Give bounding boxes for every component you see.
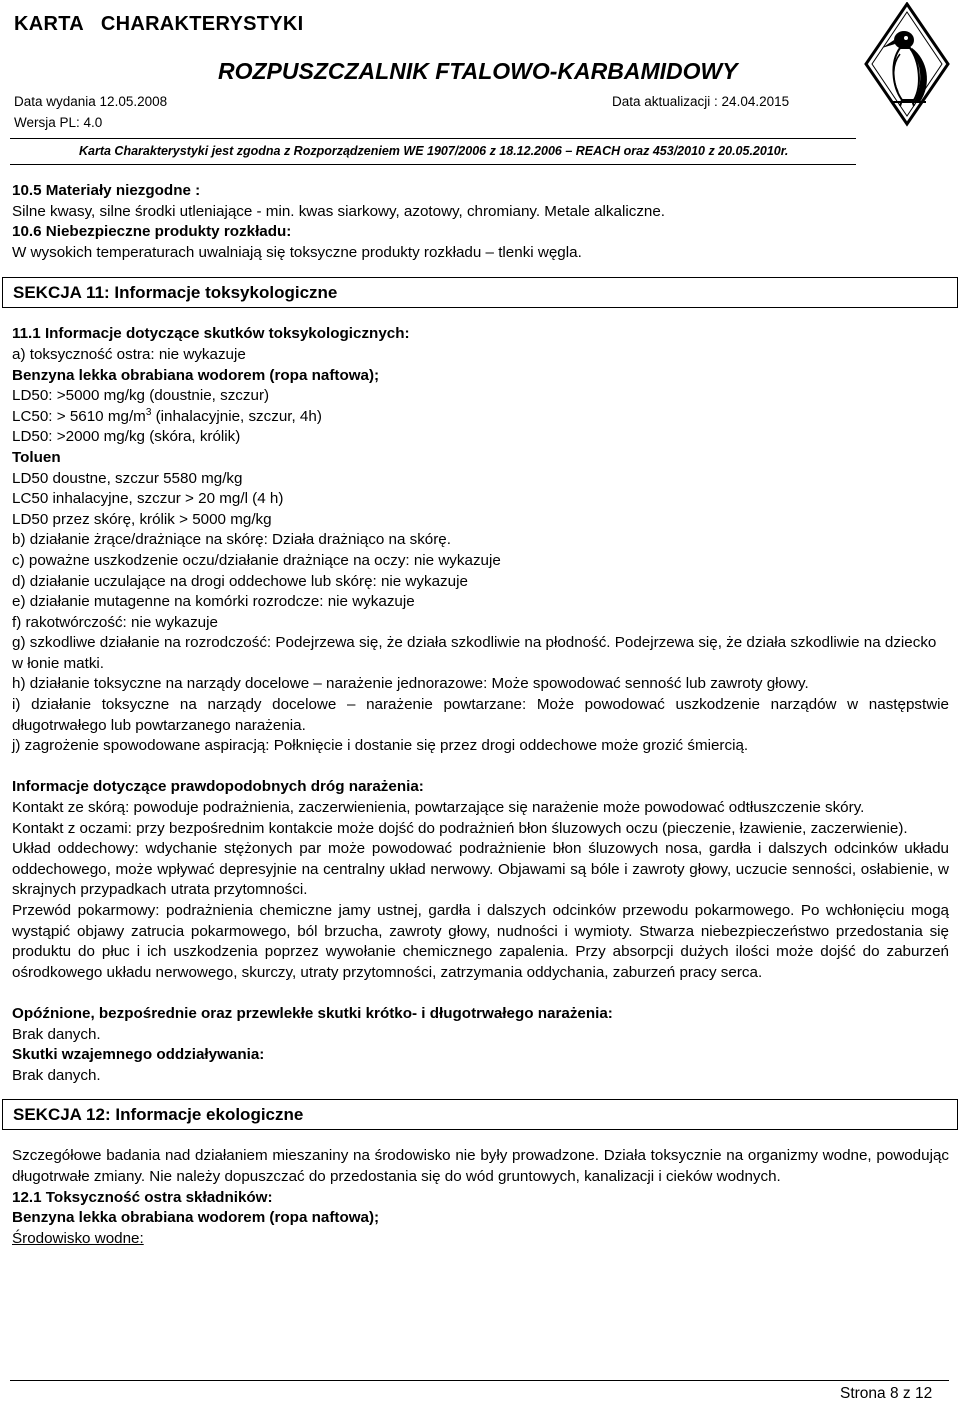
substance-benzyna: Benzyna lekka obrabiana wodorem (ropa naftowa); (12, 366, 380, 384)
item-j: j) zagrożenie spowodowane aspiracją: Połknięcie i dostanie się przez drogi oddechowe może grozić śmiercią. (12, 737, 749, 755)
section-12-title: SEKCJA 12: Informacje ekologiczne (2, 1099, 958, 1130)
item-i: i) działanie toksyczne na narządy docelowe – narażenie powtarzane: Może powodować uszkodzenie narządów w następstwie długotrwałego lub powtarzanego narażenia. (12, 696, 949, 734)
route-skin: Kontakt ze skórą: powoduje podrażnienia, zaczerwienienia, powtarzające się narażenie może powodować odtłuszczenie skóry. (12, 799, 865, 817)
route-respiratory: Układ oddechowy: wdychanie stężonych par może powodować podrażnienie błon śluzowych nosa, gardła i dalszych odcinków układu oddechowego, może wpływać depresyjnie na centralny układ nerwowy. Objawami są bóle i zawroty głowy, uczucie senności, osłabienie, w skrajnych przypadkach utrata przytomności. (12, 840, 949, 899)
benzyna-lc50 (12, 407, 949, 428)
text-10-6: W wysokich temperaturach uwalniają się toksyczne produkty rozkładu – tlenki węgla. (12, 243, 582, 261)
header-rule-top (10, 138, 856, 139)
route-eyes: Kontakt z oczami: przy bezpośrednim kontakcie może dojść do podrażnień błon śluzowych oczu (pieczenie, łzawienie, zaczerwienie). (12, 819, 908, 837)
substance-toluen: Toluen (12, 448, 61, 466)
heading-11-1: 11.1 Informacje dotyczące skutków toksykologicznych: (12, 325, 410, 343)
product-name: ROZPUSZCZALNIK FTALOWO-KARBAMIDOWY (218, 58, 738, 84)
item-a: a) toksyczność ostra: nie wykazuje (12, 345, 246, 363)
lc50-superscript: 3 (145, 406, 152, 418)
eco-intro: Szczegółowe badania nad działaniem mieszaniny na środowisko nie były prowadzone. Działa toksycznie na organizmy wodne, powodując długotrwałe zmiany. Nie należy dopuszczać do przedostania się do wód gruntowych, kanalizacji i cieków wodnych. (12, 1147, 949, 1185)
toluen-lc50: LC50 inhalacyjne, szczur > 20 mg/l (4 h) (12, 490, 284, 508)
item-c: c) poważne uszkodzenie oczu/działanie drażniące na oczy: nie wykazuje (12, 551, 501, 569)
heading-12-1: 12.1 Toksyczność ostra składników: (12, 1188, 273, 1206)
update-date: Data aktualizacji : 24.04.2015 (612, 94, 790, 109)
item-b: b) działanie żrące/drażniące na skórę: Działa drażniąco na skórę. (12, 531, 451, 549)
regulation-note: Karta Charakterystyki jest zgodna z Rozporządzeniem WE 1907/2006 z 18.12.2006 – REACH oraz 453/2010 z 20.05.2010r. (79, 144, 789, 158)
page-number: Strona 8 z 12 (840, 1385, 933, 1402)
toluen-ld50-skin: LD50 przez skórę, królik > 5000 mg/kg (12, 510, 272, 528)
delayed-effects-text: Brak danych. (12, 1025, 101, 1043)
heading-10-6: 10.6 Niebezpieczne produkty rozkładu: (12, 223, 292, 241)
benzyna-ld50-skin: LD50: >2000 mg/kg (skóra, królik) (12, 428, 241, 446)
issue-date: Data wydania 12.05.2008 (14, 94, 168, 109)
eco-substance-benzyna: Benzyna lekka obrabiana wodorem (ropa naftowa); (12, 1209, 380, 1227)
item-f: f) rakotwórczość: nie wykazuje (12, 613, 218, 631)
lc50-text-rest: (inhalacyjnie, szczur, 4h) (151, 407, 322, 425)
routes-heading: Informacje dotyczące prawdopodobnych dróg narażenia: (12, 778, 424, 796)
toluen-ld50-oral: LD50 doustne, szczur 5580 mg/kg (12, 469, 243, 487)
item-g: g) szkodliwe działanie na rozrodczość: Podejrzewa się, że działa szkodliwie na płodność. Podejrzewa się, że działa szkodliwie na dziecko w łonie matki. (12, 634, 937, 672)
penguin-bird-logo-icon (862, 2, 952, 154)
delayed-effects-heading: Opóźnione, bezpośrednie oraz przewlekłe skutki krótko- i długotrwałego narażenia: (12, 1004, 613, 1022)
header-rule-bottom (10, 164, 856, 165)
document-body (12, 181, 949, 1249)
document-title: KARTA CHARAKTERYSTYKI (14, 13, 304, 35)
version: Wersja PL: 4.0 (14, 115, 103, 130)
interaction-text: Brak danych. (12, 1066, 101, 1084)
text-10-5: Silne kwasy, silne środki utleniające - min. kwas siarkowy, azotowy, chromiany. Metale alkaliczne. (12, 202, 666, 220)
interaction-heading: Skutki wzajemnego oddziaływania: (12, 1046, 265, 1064)
heading-10-5: 10.5 Materiały niezgodne : (12, 182, 201, 199)
lc50-text: LC50: > 5610 mg/m (12, 407, 146, 425)
item-e: e) działanie mutagenne na komórki rozrodcze: nie wykazuje (12, 593, 415, 611)
route-digestive: Przewód pokarmowy: podrażnienia chemiczne jamy ustnej, gardła i dalszych odcinków przewodu pokarmowego. Po wchłonięciu mogą wystąpić objawy zatrucia pokarmowego, ból brzucha, zawroty głowy, nudności i wymioty. Stwarza niebezpieczeństwo przedostania się produktu do płuc i ich uszkodzenia poprzez wywołanie chemicznego zapalenia. Przy absorpcji dużych ilości może dojść do zaburzeń ośrodkowego układu nerwowego, skurczy, utraty przytomności, zatrzymania oddychania, zaburzeń pracy serca. (12, 902, 949, 981)
item-h: h) działanie toksyczne na narządy docelowe – narażenie jednorazowe: Może spowodować senność lub zawroty głowy. (12, 675, 809, 693)
benzyna-ld50-oral: LD50: >5000 mg/kg (doustnie, szczur) (12, 387, 270, 405)
aquatic-environment-label: Środowisko wodne: (12, 1229, 144, 1247)
footer-rule (10, 1380, 949, 1381)
section-11-title: SEKCJA 11: Informacje toksykologiczne (2, 277, 958, 308)
item-d: d) działanie uczulające na drogi oddechowe lub skórę: nie wykazuje (12, 572, 468, 590)
